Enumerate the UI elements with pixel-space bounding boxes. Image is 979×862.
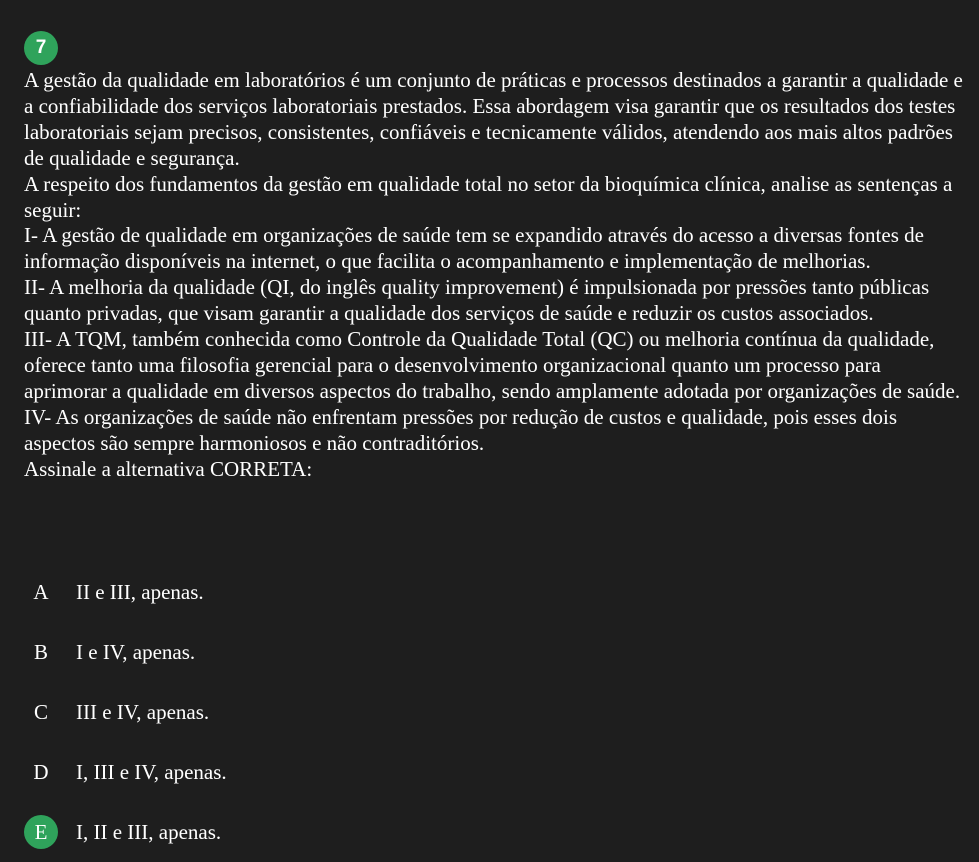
question-number-badge: 7: [24, 31, 58, 65]
option-letter: D: [33, 760, 49, 784]
statement-ii: II- A melhoria da qualidade (QI, do inglês quality improvement) é impulsionada por pressões tanto públicas quanto privadas, que visam garantir a qualidade dos serviços de saúde e reduzir os custos associados.: [24, 275, 930, 326]
option-e[interactable]: [24, 802, 924, 862]
question-stem: [24, 68, 964, 483]
statement-i: I- A gestão de qualidade em organizações de saúde tem se expandido através do acesso a diversas fontes de informação disponíveis na internet, o que facilita o acompanhamento e implementação de melhorias.: [24, 223, 924, 274]
stem-paragraph-prompt: Assinale a alternativa CORRETA:: [24, 456, 313, 481]
option-text: III e IV, apenas.: [76, 700, 210, 724]
option-text: I, II e III, apenas.: [76, 820, 222, 844]
option-c[interactable]: [24, 682, 924, 742]
answer-options: [24, 562, 924, 862]
option-letter: A: [33, 580, 49, 604]
option-letter: B: [33, 640, 48, 664]
option-d[interactable]: [24, 742, 924, 802]
option-b[interactable]: [24, 622, 924, 682]
option-text: II e III, apenas.: [76, 580, 204, 604]
option-letter: C: [33, 700, 48, 724]
option-text: I, III e IV, apenas.: [76, 760, 227, 784]
stem-paragraph-intro: A gestão da qualidade em laboratórios é um conjunto de práticas e processos destinados a garantir a qualidade e a confiabilidade dos serviços laboratoriais prestados. Essa abordagem visa garantir que os resultados dos testes laboratoriais sejam precisos, consistentes, confiáveis e tecnicamente válidos, atendendo aos mais altos padrões de qualidade e segurança.: [24, 68, 963, 170]
option-text: I e IV, apenas.: [76, 640, 196, 664]
stem-paragraph-instruction: A respeito dos fundamentos da gestão em qualidade total no setor da bioquímica clínica, analise as sentenças a seguir:: [24, 171, 953, 222]
statement-iii: III- A TQM, também conhecida como Controle da Qualidade Total (QC) ou melhoria contínua da qualidade, oferece tanto uma filosofia gerencial para o desenvolvimento organizacional quanto um processo para aprimorar a qualidade em diversos aspectos do trabalho, sendo amplamente adotada por organizações de saúde.: [24, 327, 961, 403]
option-a[interactable]: [24, 562, 924, 622]
option-letter-selected: E: [24, 815, 58, 849]
statement-iv: IV- As organizações de saúde não enfrentam pressões por redução de custos e qualidade, pois esses dois aspectos são sempre harmoniosos e não contraditórios.: [24, 404, 897, 455]
